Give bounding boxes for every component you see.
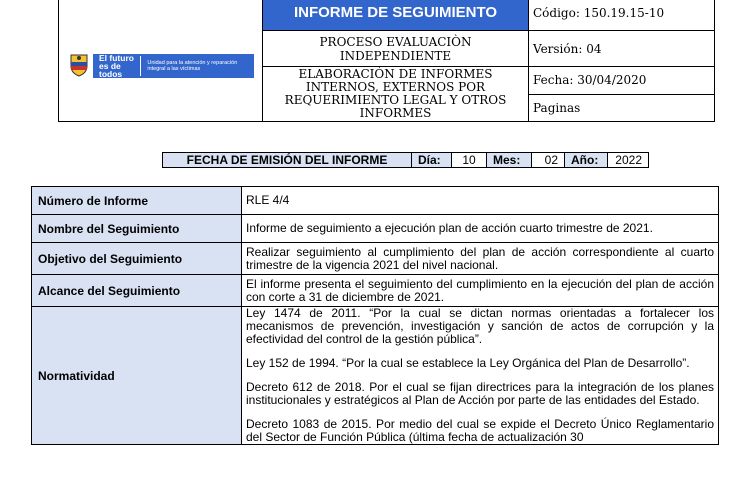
process-cell: PROCESO EVALUACIÒN INDEPENDIENTE (263, 31, 529, 67)
regulations-label: Normatividad (32, 307, 242, 445)
pages-cell: Paginas (529, 94, 715, 121)
objective-label: Objetivo del Seguimiento (32, 243, 242, 275)
logo-cell (59, 0, 263, 122)
regulations-value (242, 307, 719, 445)
scope-label: Alcance del Seguimiento (32, 275, 242, 307)
unit-logo-box (93, 54, 254, 78)
regulation-2: Ley 152 de 1994. “Por la cual se establece la Ley Orgánica del Plan de Desarrollo”. (246, 356, 690, 370)
regulation-3: Decreto 612 de 2018. Por el cual se fijan directrices para la integración de los planes institucionales y estratégicos al Plan de Acción por parte de las entidades del Estado. (246, 380, 714, 407)
version-cell: Versión: 04 (529, 31, 715, 67)
report-number-label: Número de Informe (32, 187, 242, 215)
regulation-1: Ley 1474 de 2011. “Por la cual se dictan normas orientadas a fortalecer los mecanismos de prevención, investigación y sanción de actos de corrupción y la efectividad del control de la gestión pública”. (246, 306, 714, 346)
month-label: Mes: (487, 153, 532, 168)
year-value: 2022 (608, 153, 649, 168)
emission-label: FECHA DE EMISIÓN DEL INFORME (163, 153, 412, 168)
day-label: Día: (412, 153, 452, 168)
day-value: 10 (452, 153, 487, 168)
logo-slogan: El futuro es de todos (99, 53, 134, 79)
emission-date-table (162, 152, 649, 168)
followup-name-label: Nombre del Seguimiento (32, 215, 242, 243)
followup-name-value: Informe de seguimiento a ejecución plan de acción cuarto trimestre de 2021. (242, 215, 719, 243)
coat-of-arms-icon (68, 53, 90, 77)
header-table (58, 0, 715, 122)
date-cell: Fecha: 30/04/2020 (529, 67, 715, 94)
report-number-value: RLE 4/4 (242, 187, 719, 215)
document-title: INFORME DE SEGUIMIENTO (263, 0, 528, 30)
report-details-table (31, 186, 719, 445)
regulation-4: Decreto 1083 de 2015. Por medio del cual se expide el Decreto Único Reglamentario del Sector de Función Pública (última fecha de actualización 30 (246, 417, 714, 444)
objective-value: Realizar seguimiento al cumplimiento del plan de acción correspondiente al cuarto trimestre de la vigencia 2021 del nivel nacional. (242, 243, 719, 275)
year-label: Año: (565, 153, 608, 168)
title-cell (263, 0, 529, 31)
logo-unit-name: Unidad para la atención y reparación integral a las víctimas (140, 56, 254, 76)
code-cell: Código: 150.19.15-10 (529, 0, 715, 31)
scope-value: El informe presenta el seguimiento del cumplimiento en la ejecución del plan de acción con corte a 31 de diciembre de 2021. (242, 275, 719, 307)
logo (59, 0, 262, 121)
month-value: 02 (532, 153, 565, 168)
elaboration-cell: ELABORACIÓN DE INFORMES INTERNOS, EXTERNOS POR REQUERIMIENTO LEGAL Y OTROS INFORMES (263, 67, 529, 122)
